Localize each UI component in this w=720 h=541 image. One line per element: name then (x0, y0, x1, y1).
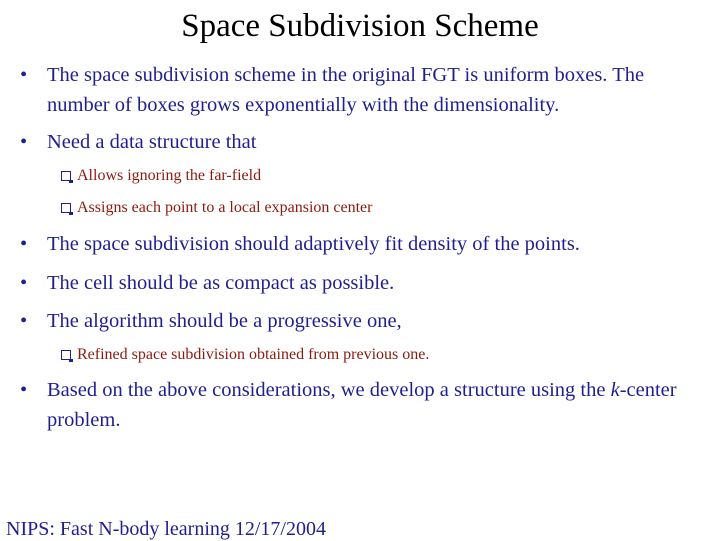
bullet-text (47, 375, 710, 435)
checkbox-bullet-icon (61, 203, 71, 213)
bullet-dot: • (20, 131, 28, 153)
bullet-text-rest: -center problem. (47, 379, 677, 431)
subitem-ignore-far-field (61, 166, 701, 186)
bullet-text: The space subdivision scheme in the original FGT is uniform boxes. The number of boxes grows exponentially with the dimensionality. (47, 64, 645, 116)
bullet-need-data-structure (20, 127, 710, 157)
subitem-refined-subdivision (61, 345, 701, 365)
bullet-dot: • (20, 379, 28, 401)
slide-footer: NIPS: Fast N-body learning 12/17/2004 (6, 518, 326, 540)
bullet-dot: • (20, 310, 28, 332)
bullet-dot: • (20, 64, 28, 86)
subitem-text: Assigns each point to a local expansion center (77, 199, 373, 216)
slide-title: Space Subdivision Scheme (181, 8, 539, 44)
bullet-text: Need a data structure that (47, 131, 257, 153)
bullet-text: The space subdivision should adaptively fit density of the points. (47, 233, 580, 255)
bullet-text: The cell should be as compact as possible. (47, 272, 395, 294)
bullet-uniform-boxes (20, 60, 710, 120)
bullet-compact-cell (20, 268, 710, 298)
bullet-text: The algorithm should be a progressive one, (47, 310, 402, 332)
bullet-adaptive-fit (20, 229, 710, 259)
subitem-text: Allows ignoring the far-field (77, 167, 262, 184)
checkbox-bullet-icon (61, 350, 71, 360)
bullet-k-center (20, 375, 710, 435)
subitem-assign-point (61, 198, 701, 218)
subitem-text: Refined space subdivision obtained from previous one. (77, 346, 430, 363)
bullet-text-prefix: Based on the above considerations, we develop a structure using the (47, 379, 606, 401)
bullet-dot: • (20, 233, 28, 255)
bullet-dot: • (20, 272, 28, 294)
checkbox-bullet-icon (61, 171, 71, 181)
bullet-text-italic: k (610, 379, 620, 401)
bullet-progressive (20, 306, 710, 336)
